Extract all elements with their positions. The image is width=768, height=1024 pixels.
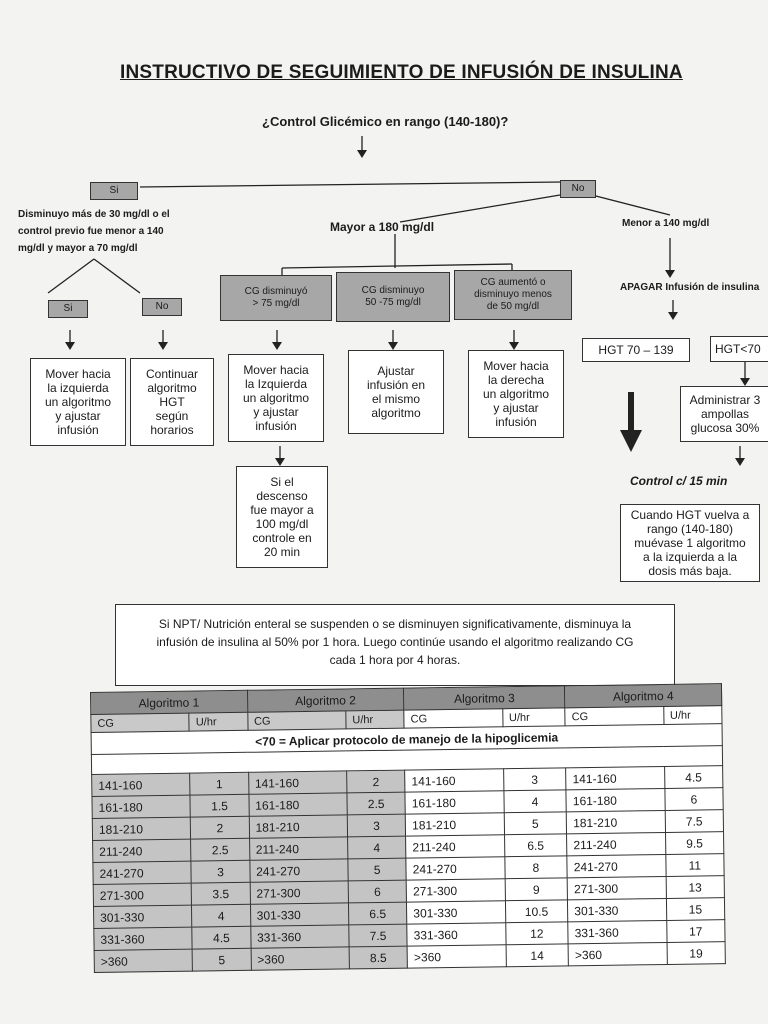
page-title: INSTRUCTIVO DE SEGUIMIENTO DE INFUSIÓN DE INSULINA (120, 62, 683, 83)
cg-cell: 161-180 (405, 791, 504, 814)
uhr-cell: 4 (192, 904, 251, 927)
uhr-cell: 6.5 (348, 902, 407, 925)
uhr-cell: 3 (347, 814, 406, 837)
uhr-cell: 2 (191, 816, 250, 839)
cg-cell: 331-360 (94, 927, 193, 950)
uhr-cell: 7.5 (665, 810, 724, 833)
cg-cell: 181-210 (249, 815, 348, 838)
hgt-70-139-box: HGT 70 – 139 (582, 338, 690, 362)
cg-cell: 271-300 (406, 879, 505, 902)
continue-box: Continuar algoritmo HGT según horarios (130, 358, 214, 446)
uhr-cell: 6 (665, 788, 724, 811)
uhr-cell: 3 (503, 768, 566, 791)
cg-box-2: CG disminuyo 50 -75 mg/dl (336, 272, 450, 322)
hypoglycemia-note: <70 = Aplicar protocolo de manejo de la hipoglicemia (91, 724, 722, 755)
si-label-box: Si (90, 182, 138, 200)
cg-cell: 161-180 (92, 795, 191, 818)
uhr-cell: 2.5 (347, 792, 406, 815)
cg-cell: 141-160 (248, 771, 347, 794)
glycemic-question: ¿Control Glicémico en rango (140-180)? (262, 114, 509, 129)
cg-cell: 141-160 (92, 773, 191, 796)
cg-cell: 181-210 (566, 810, 665, 833)
apagar-label: APAGAR Infusión de insulina (620, 282, 760, 293)
uhr-cell: 12 (505, 922, 568, 945)
adjust-same-box: Ajustar infusión en el mismo algoritmo (348, 350, 444, 434)
uhr-cell: 5 (348, 858, 407, 881)
cg-cell: 141-160 (405, 769, 504, 792)
cg-cell: 241-270 (93, 861, 192, 884)
cg-cell: 211-240 (249, 837, 348, 860)
uhr-cell: 13 (666, 876, 725, 899)
alg4-header: Algoritmo 4 (565, 684, 722, 708)
uhr-cell: 7.5 (349, 924, 408, 947)
control-15-label: Control c/ 15 min (630, 474, 728, 488)
uhr-col: U/hr (346, 710, 404, 729)
uhr-cell: 1.5 (190, 794, 249, 817)
cg-box-3: CG aumentó o disminuyo menos de 50 mg/dl (454, 270, 572, 320)
cg-cell: 271-300 (567, 876, 666, 899)
cg-cell: 161-180 (566, 788, 665, 811)
cg-box-1: CG disminuyó > 75 mg/dl (220, 275, 332, 321)
cg-cell: 141-160 (566, 766, 665, 789)
left-condition: Disminuyo más de 30 mg/dl o el control previo fue menor a 140 mg/dl y mayor a 70 mg/dl (18, 209, 170, 254)
uhr-col: U/hr (663, 706, 722, 725)
uhr-cell: 8.5 (349, 946, 408, 969)
cg-cell: 241-270 (249, 859, 348, 882)
glucosa-box: Administrar 3 ampollas glucosa 30% (680, 386, 768, 442)
menor-140-label: Menor a 140 mg/dl (622, 218, 710, 229)
cg-cell: 301-330 (93, 905, 192, 928)
algorithm-table (90, 683, 726, 973)
uhr-cell: 17 (666, 920, 725, 943)
uhr-cell: 6.5 (504, 834, 567, 857)
uhr-col: U/hr (502, 708, 565, 727)
cg-cell: 211-240 (567, 832, 666, 855)
si-sub-label: Si (48, 300, 88, 318)
cg-cell: 301-330 (250, 903, 349, 926)
uhr-cell: 6 (348, 880, 407, 903)
cg-cell: 301-330 (407, 901, 506, 924)
cg-cell: 331-360 (407, 923, 506, 946)
move-left-box: Mover hacia la izquierda un algoritmo y ajustar infusión (30, 358, 126, 446)
cg-cell: 181-210 (405, 813, 504, 836)
uhr-cell: 4.5 (192, 926, 251, 949)
no-sub-label: No (142, 298, 182, 316)
uhr-cell: 4.5 (664, 766, 723, 789)
uhr-cell: 9.5 (665, 832, 724, 855)
cg-col: CG (247, 711, 346, 730)
uhr-cell: 5 (192, 948, 251, 971)
cuando-hgt-box: Cuando HGT vuelva a rango (140-180) muévase 1 algoritmo a la izquierda a la dosis más baja. (620, 504, 760, 582)
uhr-cell: 4 (503, 790, 566, 813)
cg-cell: 301-330 (568, 898, 667, 921)
npt-note-box: Si NPT/ Nutrición enteral se suspenden o se disminuyen significativamente, disminuya la infusión de insulina al 50% por 1 hora. Luego continúe usando el algoritmo realizando CG cada 1 hora por 4 horas. (115, 604, 675, 686)
cg-cell: >360 (94, 949, 193, 972)
cg-cell: 211-240 (93, 839, 192, 862)
move-left-box-2: Mover hacia la Izquierda un algoritmo y ajustar infusión (228, 354, 324, 442)
cg-cell: 241-270 (567, 854, 666, 877)
uhr-cell: 10.5 (505, 900, 568, 923)
cg-cell: 331-360 (250, 925, 349, 948)
uhr-cell: 4 (348, 836, 407, 859)
no-label-box: No (560, 180, 596, 198)
uhr-cell: 3 (191, 860, 250, 883)
cg-cell: 331-360 (568, 920, 667, 943)
cg-cell: >360 (251, 947, 350, 970)
cg-col: CG (404, 709, 503, 728)
cg-cell: 241-270 (406, 857, 505, 880)
uhr-cell: 19 (667, 942, 726, 965)
uhr-cell: 1 (190, 772, 249, 795)
cg-col: CG (91, 713, 190, 732)
alg2-header: Algoritmo 2 (247, 688, 404, 712)
uhr-cell: 3.5 (192, 882, 251, 905)
cg-cell: 271-300 (250, 881, 349, 904)
cg-cell: 271-300 (93, 883, 192, 906)
descent-note-box: Si el descenso fue mayor a 100 mg/dl controle en 20 min (236, 466, 328, 568)
cg-cell: 181-210 (92, 817, 191, 840)
alg1-header: Algoritmo 1 (91, 690, 248, 714)
uhr-cell: 14 (506, 944, 569, 967)
mayor-180-label: Mayor a 180 mg/dl (330, 220, 435, 234)
cg-cell: >360 (407, 945, 506, 968)
uhr-cell: 15 (666, 898, 725, 921)
uhr-cell: 9 (505, 878, 568, 901)
cg-cell: 161-180 (249, 793, 348, 816)
hgt-less-70-box: HGT<70 (710, 336, 768, 362)
uhr-cell: 11 (665, 854, 724, 877)
uhr-cell: 8 (504, 856, 567, 879)
alg3-header: Algoritmo 3 (404, 686, 565, 710)
uhr-cell: 2 (347, 770, 406, 793)
uhr-cell: 2.5 (191, 838, 250, 861)
cg-col: CG (565, 706, 664, 725)
move-right-box: Mover hacia la derecha un algoritmo y ajustar infusión (468, 350, 564, 438)
cg-cell: 211-240 (406, 835, 505, 858)
uhr-cell: 5 (504, 812, 567, 835)
uhr-col: U/hr (189, 712, 247, 731)
cg-cell: >360 (568, 942, 667, 965)
